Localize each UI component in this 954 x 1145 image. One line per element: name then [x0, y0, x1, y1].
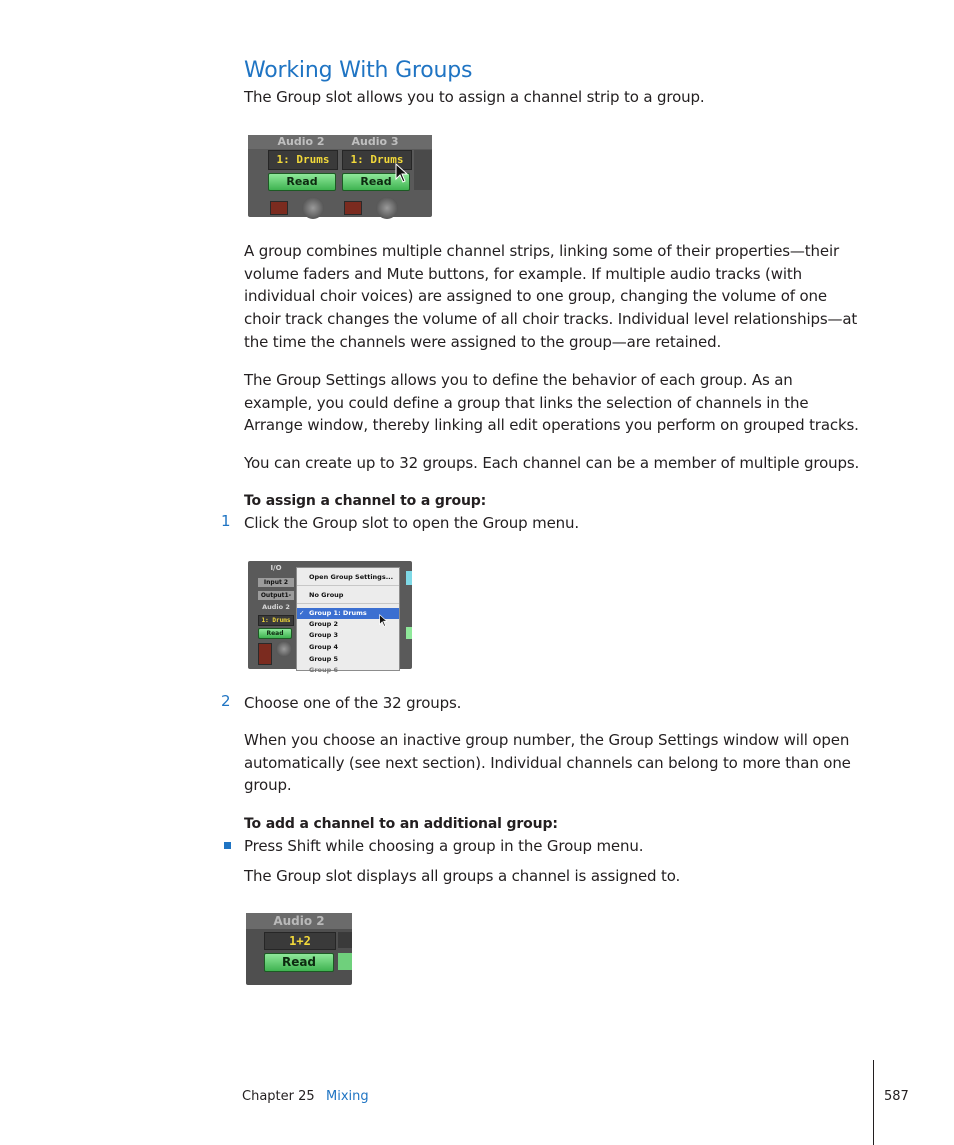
pan-knob-icon[interactable] [376, 197, 398, 219]
multi-group-slot-figure [246, 913, 352, 985]
footer-chapter: Chapter 25 [242, 1089, 315, 1104]
group-slot[interactable]: 1+2 [264, 932, 336, 950]
pan-knob-icon[interactable] [302, 197, 324, 219]
track-name: Audio 2 [273, 914, 325, 928]
step-number: 1 [221, 512, 231, 530]
step-text: Click the Group slot to open the Group menu. [244, 514, 580, 532]
page-number: 587 [884, 1089, 909, 1104]
task-heading: To add a channel to an additional group: [244, 816, 558, 832]
track-name: Audio 2 [277, 135, 325, 148]
group-slot[interactable]: 1: Drums [342, 150, 412, 170]
automation-read-button[interactable]: Read [264, 953, 334, 972]
level-meter [344, 201, 362, 215]
output-slot[interactable]: Output1- [258, 591, 294, 600]
menu-item-group-2[interactable]: Group 2 [309, 620, 339, 628]
menu-item-open-group-settings[interactable]: Open Group Settings... [309, 573, 394, 581]
menu-item-group-3[interactable]: Group 3 [309, 631, 339, 639]
body-paragraph: When you choose an inactive group number, the Group Settings window will open automatically (see next section). Individual channels can belong to more than one group. [244, 731, 851, 795]
io-label: I/O [270, 564, 282, 572]
step-number: 2 [221, 692, 231, 710]
group-slot-figure [248, 135, 432, 217]
track-name: Audio 2 [262, 603, 290, 611]
menu-item-group-5[interactable]: Group 5 [309, 655, 339, 663]
menu-item-group-1[interactable]: Group 1: Drums [309, 609, 367, 617]
pan-knob-icon[interactable] [276, 641, 292, 657]
body-paragraph: The Group slot displays all groups a channel is assigned to. [244, 867, 681, 885]
group-slot[interactable]: 1: Drums [258, 615, 294, 626]
automation-read-button[interactable]: Read [268, 173, 336, 191]
level-meter [270, 201, 288, 215]
input-slot[interactable]: Input 2 [258, 578, 294, 587]
menu-item-group-4[interactable]: Group 4 [309, 643, 339, 651]
menu-item-no-group[interactable]: No Group [309, 591, 344, 599]
track-name: Audio 3 [351, 135, 399, 148]
checkmark-icon: ✓ [299, 609, 305, 617]
mouse-pointer-icon [379, 614, 388, 627]
body-paragraph: A group combines multiple channel strips, linking some of their properties—their volume faders and Mute buttons, for example. If multiple audio tracks (with individual choir voices) are assigned to one group, changing the volume of one choir track changes the volume of all choir tracks. Individual level relationships—at the time the channels were assigned to the group—are retained. [244, 242, 858, 351]
footer-section-link[interactable]: Mixing [326, 1089, 369, 1104]
task-heading: To assign a channel to a group: [244, 493, 487, 509]
footer-divider [873, 1060, 874, 1145]
menu-item-group-6[interactable]: Group 6 [309, 666, 339, 674]
automation-read-button[interactable]: Read [342, 173, 410, 191]
intro-paragraph: The Group slot allows you to assign a channel strip to a group. [244, 88, 705, 106]
body-paragraph: The Group Settings allows you to define the behavior of each group. As an example, you could define a group that links the selection of channels in the Arrange window, thereby linking all edit operations you perform on grouped tracks. [244, 371, 859, 435]
automation-read-button[interactable]: Read [258, 628, 292, 639]
group-slot[interactable]: 1: Drums [268, 150, 338, 170]
section-title: Working With Groups [244, 58, 473, 83]
bullet-icon [224, 842, 231, 849]
mouse-pointer-icon [395, 163, 409, 183]
bullet-text: Press Shift while choosing a group in the Group menu. [244, 837, 644, 855]
step-text: Choose one of the 32 groups. [244, 694, 462, 712]
level-meter [258, 643, 272, 665]
group-popup-menu [296, 567, 400, 674]
body-paragraph: You can create up to 32 groups. Each channel can be a member of multiple groups. [244, 454, 860, 472]
group-menu-figure [248, 561, 412, 674]
